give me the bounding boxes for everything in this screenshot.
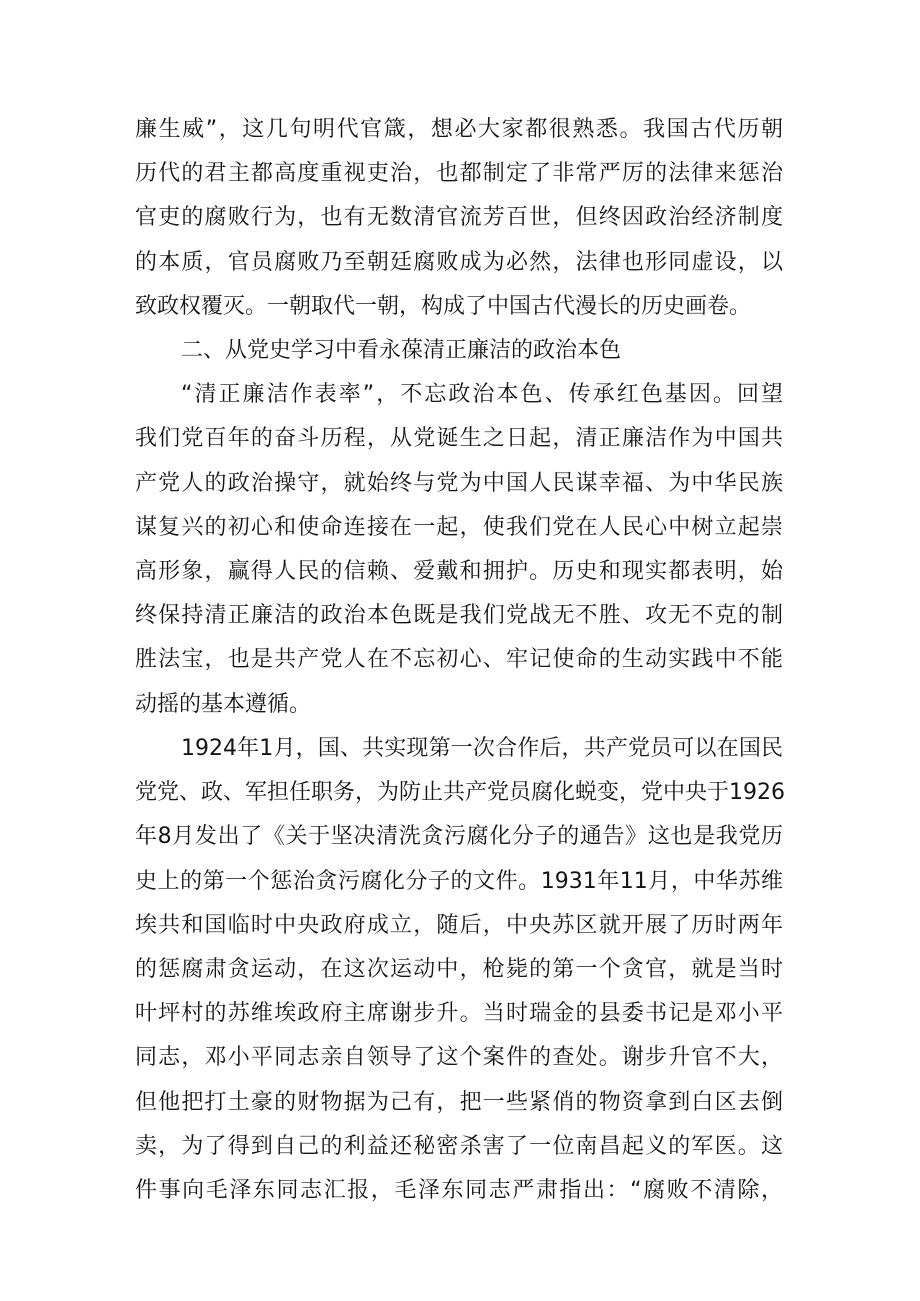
text-line: 致政权覆灭。一朝取代一朝，构成了中国古代漫长的历史画卷。 xyxy=(135,294,752,319)
text-line: 件事向毛泽东同志汇报，毛泽东同志严肃指出：“腐败不清除， xyxy=(135,1178,783,1203)
text-line: 卖，为了得到自己的利益还秘密杀害了一位南昌起义的军医。这 xyxy=(135,1134,783,1159)
text-line: 党党、政、军担任职务，为防止共产党员腐化蜕变，党中央于1926 xyxy=(135,780,785,805)
text-line: 叶坪村的苏维埃政府主席谢步升。当时瑞金的县委书记是邓小平 xyxy=(135,1001,783,1026)
section-heading: 二、从党史学习中看永葆清正廉洁的政治本色 xyxy=(181,338,622,363)
text-line: “清正廉洁作表率”，不忘政治本色、传承红色基因。回望 xyxy=(181,382,783,407)
text-line: 年8月发出了《关于坚决清洗贪污腐化分子的通告》这也是我党历 xyxy=(135,824,783,849)
text-line: 谋复兴的初心和使命连接在一起，使我们党在人民心中树立起崇 xyxy=(135,515,783,540)
text-line: 的本质，官员腐败乃至朝廷腐败成为必然，法律也形同虚设，以 xyxy=(135,250,783,275)
text-line: 同志，邓小平同志亲自领导了这个案件的查处。谢步升官不大， xyxy=(135,1045,783,1070)
text-line: 但他把打土豪的财物据为己有，把一些紧俏的物资拿到白区去倒 xyxy=(135,1090,783,1115)
text-line: 高形象，赢得人民的信赖、爱戴和拥护。历史和现实都表明，始 xyxy=(135,559,783,584)
text-line: 廉生威”，这几句明代官箴，想必大家都很熟悉。我国古代历朝 xyxy=(135,117,783,142)
text-line: 埃共和国临时中央政府成立，随后，中央苏区就开展了历时两年 xyxy=(135,913,783,938)
text-line: 产党人的政治操守，就始终与党为中国人民谋幸福、为中华民族 xyxy=(135,471,783,496)
text-line: 胜法宝，也是共产党人在不忘初心、牢记使命的生动实践中不能 xyxy=(135,647,783,672)
text-line: 我们党百年的奋斗历程，从党诞生之日起，清正廉洁作为中国共 xyxy=(135,426,783,451)
text-line: 1924年1月，国、共实现第一次合作后，共产党员可以在国民 xyxy=(181,736,783,761)
text-line: 历代的君主都高度重视吏治，也都制定了非常严厉的法律来惩治 xyxy=(135,161,783,186)
text-line: 动摇的基本遵循。 xyxy=(135,692,312,717)
text-line: 官吏的腐败行为，也有无数清官流芳百世，但终因政治经济制度 xyxy=(135,205,783,230)
text-line: 史上的第一个惩治贪污腐化分子的文件。1931年11月，中华苏维 xyxy=(135,869,783,894)
text-line: 终保持清正廉洁的政治本色既是我们党战无不胜、攻无不克的制 xyxy=(135,603,783,628)
text-line: 的惩腐肃贪运动，在这次运动中，枪毙的第一个贪官，就是当时 xyxy=(135,957,783,982)
